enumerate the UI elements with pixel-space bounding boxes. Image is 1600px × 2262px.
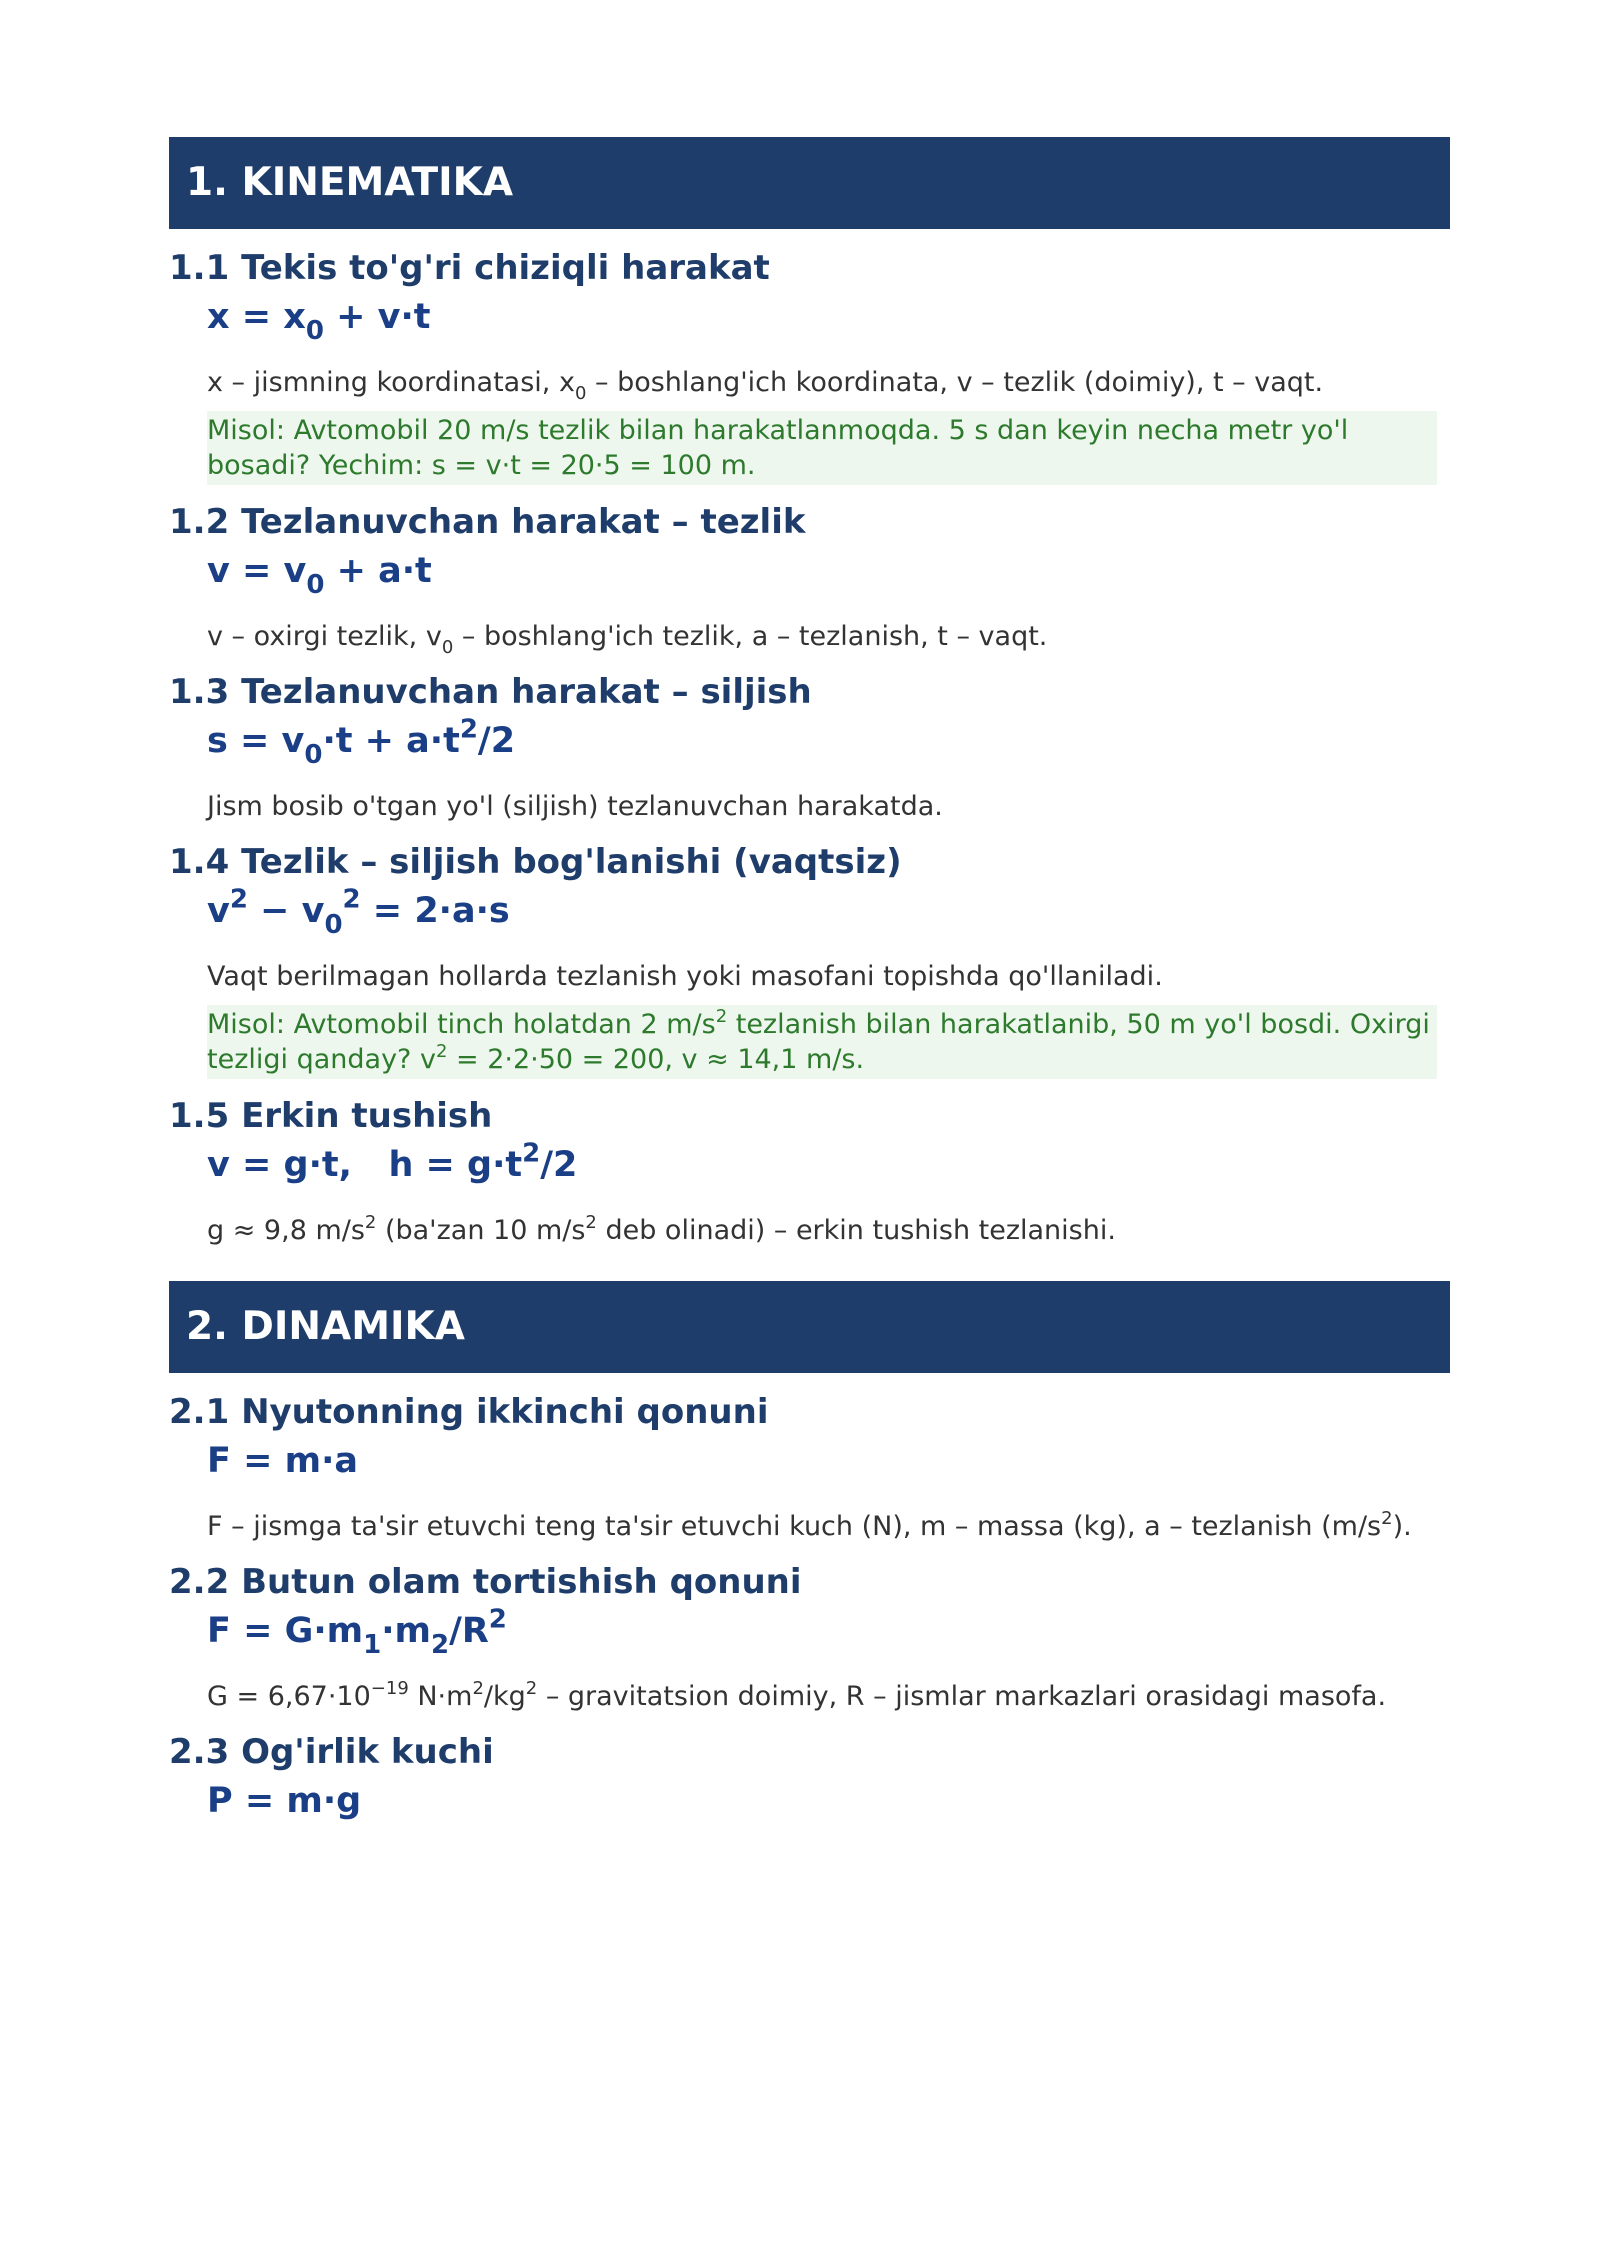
section-title: 2.3 Og'irlik kuchi [169, 1732, 494, 1772]
section [169, 1389, 1450, 1545]
chapter-heading: 2. DINAMIKA [169, 1281, 1450, 1373]
section-title: 1.5 Erkin tushish [169, 1096, 493, 1136]
formula: $x = x_0 + v\cdot t$ [207, 297, 431, 346]
section-title: 1.1 Tekis to'g'ri chiziqli harakat [169, 248, 770, 288]
formula: F = m·a [207, 1441, 358, 1481]
formula: P = m·g [207, 1781, 362, 1821]
section [169, 1559, 1450, 1715]
formula: v = g·t, $h = g\cdot t^2/2$ [207, 1138, 578, 1185]
formula: $F = G\cdot m_1\cdot m_2/R^2$ [207, 1604, 507, 1660]
section [169, 1093, 1450, 1249]
section [169, 245, 1450, 485]
chapter-heading: 1. KINEMATIKA [169, 137, 1450, 229]
section [169, 839, 1450, 1079]
example-box: Misol: Avtomobil tinch holatdan 2 $m/s^2$ tezlanish bilan harakatlanib, 50 m yo'l bosdi. Oxirgi tezligi qanday? $v^2 = 2\cdot 2\cdot 50 = 200$, v ≈ 14,1 m/s. [207, 1005, 1437, 1079]
formula: $v^2 - v_0^2 = 2\cdot a\cdot s$ [207, 884, 510, 940]
section-title: 1.4 Tezlik – siljish bog'lanishi (vaqtsiz) [169, 842, 902, 882]
section [169, 1729, 1450, 1837]
formula-description: g ≈ 9,8 $m/s^2$ (ba'zan 10 $m/s^2$ deb olinadi) – erkin tushish tezlanishi. [207, 1212, 1116, 1246]
formula: $v = v_0 + a\cdot t$ [207, 551, 432, 600]
formula: $s = v_0\cdot t + a\cdot t^2/2$ [207, 714, 516, 770]
example-box: Misol: Avtomobil 20 m/s tezlik bilan harakatlanmoqda. 5 s dan keyin necha metr yo'l bosadi? Yechim: s = v·t = 20·5 = 100 m. [207, 411, 1437, 485]
formula-description: x – jismning koordinatasi, $x_0$ – boshlang'ich koordinata, v – tezlik (doimiy), t – vaqt. [207, 367, 1324, 405]
formula-description: F – jismga ta'sir etuvchi teng ta'sir etuvchi kuch (N), m – massa (kg), a – tezlanish $(m/s^2)$. [207, 1508, 1412, 1542]
formula-description: Vaqt berilmagan hollarda tezlanish yoki masofani topishda qo'llaniladi. [207, 961, 1163, 992]
section-title: 2.2 Butun olam tortishish qonuni [169, 1562, 802, 1602]
section-title: 1.3 Tezlanuvchan harakat – siljish [169, 672, 812, 712]
section-title: 2.1 Nyutonning ikkinchi qonuni [169, 1392, 769, 1432]
section [169, 499, 1450, 659]
document-content [169, 137, 1450, 1851]
formula-description: Jism bosib o'tgan yo'l (siljish) tezlanuvchan harakatda. [207, 791, 943, 822]
section [169, 669, 1450, 825]
formula-description: $G = 6,67\cdot 10^{-19}$ $N\cdot m^2/kg^2$ – gravitatsion doimiy, R – jismlar markazlari orasidagi masofa. [207, 1678, 1387, 1712]
section-title: 1.2 Tezlanuvchan harakat – tezlik [169, 502, 806, 542]
formula-description: v – oxirgi tezlik, $v_0$ – boshlang'ich tezlik, a – tezlanish, t – vaqt. [207, 621, 1048, 659]
